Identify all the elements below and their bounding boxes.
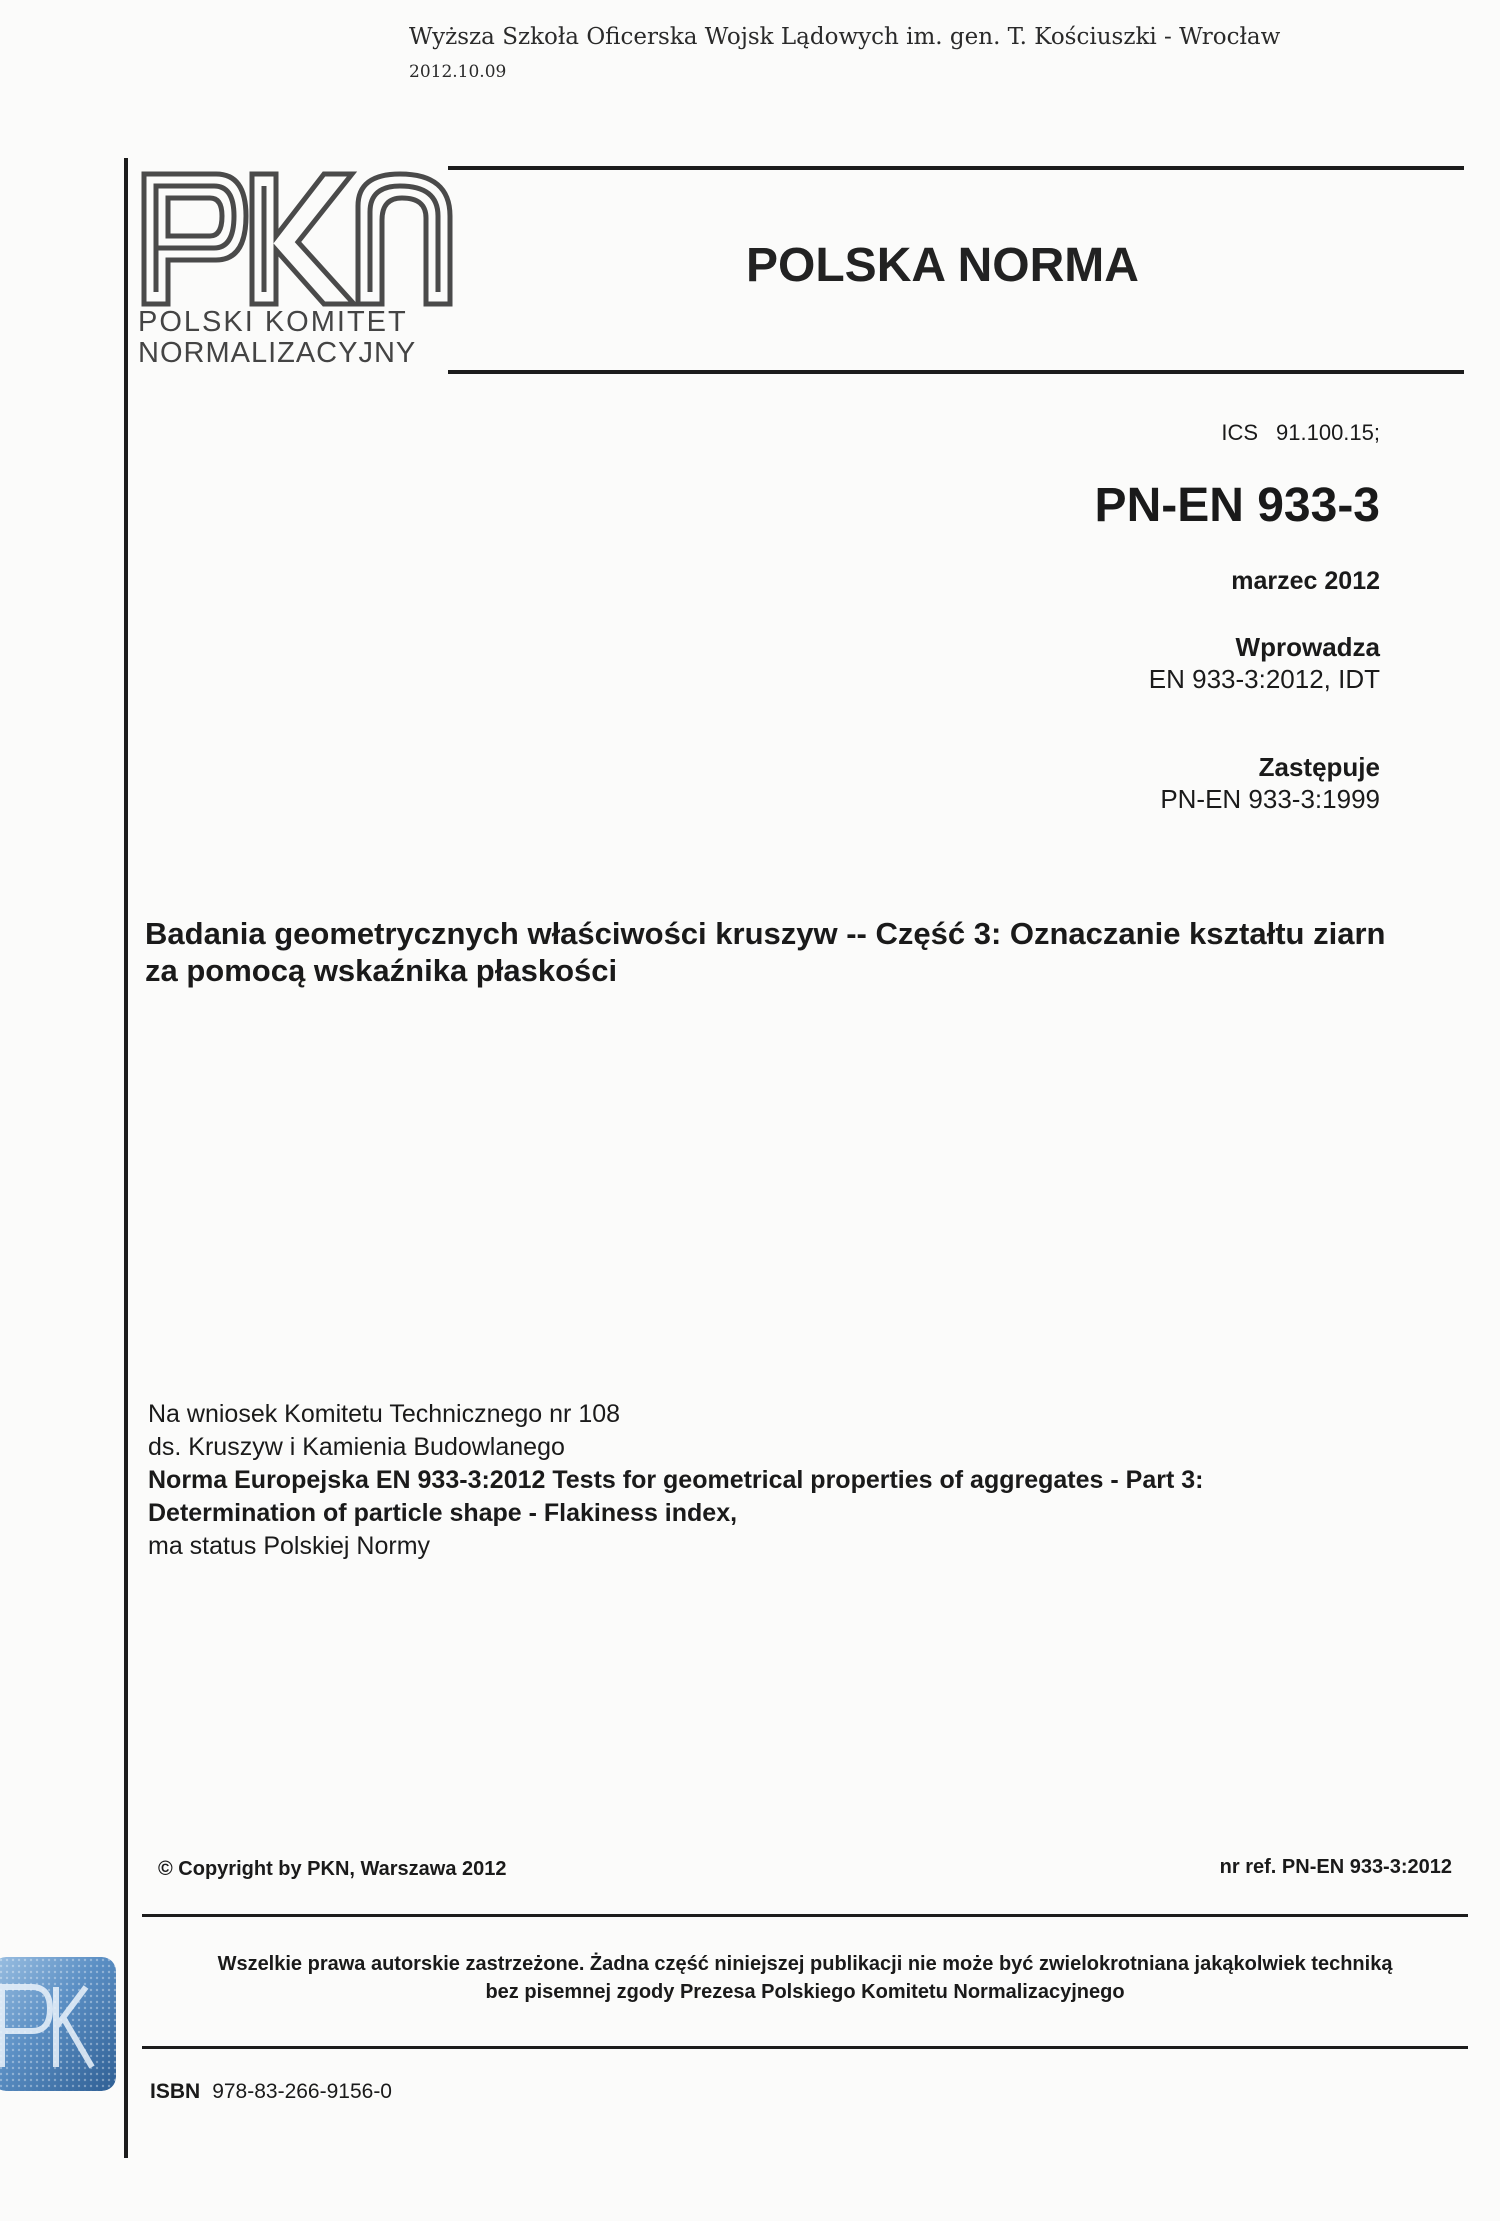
ics-label: ICS — [1221, 420, 1259, 445]
committee-name-line2: NORMALIZACYJNY — [138, 337, 417, 369]
header-top-rule — [448, 166, 1464, 170]
norm-type-heading: POLSKA NORMA — [746, 239, 1139, 292]
document-title — [145, 915, 1465, 989]
standard-number: PN-EN 933-3 — [1094, 479, 1380, 532]
replaces-label: Zastępuje — [1258, 752, 1380, 782]
publication-date: marzec 2012 — [1231, 567, 1380, 595]
copyright-notice: © Copyright by PKN, Warszawa 2012 — [158, 1858, 507, 1880]
footer-lower-rule — [142, 2046, 1468, 2049]
ics-classification — [1221, 420, 1380, 446]
isbn-label: ISBN — [150, 2080, 201, 2103]
registration-stamp-institution: Wyższa Szkoła Oficerska Wojsk Lądowych im. gen. T. Kościuszki - Wrocław — [409, 24, 1281, 50]
isbn-value: 978-83-266-9156-0 — [212, 2080, 392, 2103]
statement-line1: Na wniosek Komitetu Technicznego nr 108 — [148, 1400, 621, 1428]
pkn-logo — [138, 166, 458, 308]
statement-line2: ds. Kruszyw i Kamienia Budowlanego — [148, 1433, 565, 1461]
title-line1: Badania geometrycznych właściwości kruszyw -- Część 3: Oznaczanie kształtu ziarn — [145, 916, 1386, 951]
rights-notice — [150, 1950, 1460, 2006]
footer-upper-rule — [142, 1914, 1468, 1917]
header-bottom-rule — [448, 370, 1464, 374]
hologram-sticker — [0, 1957, 116, 2091]
statement-line4: Determination of particle shape - Flakiness index, — [148, 1499, 738, 1527]
registration-stamp-date: 2012.10.09 — [409, 62, 507, 82]
isbn — [150, 2080, 392, 2104]
ics-code: 91.100.15; — [1276, 420, 1380, 445]
reference-number: nr ref. PN-EN 933-3:2012 — [1219, 1856, 1452, 1878]
rights-line1: Wszelkie prawa autorskie zastrzeżone. Żadna część niniejszej publikacji nie może być zwielokrotniana jakąkolwiek techniką — [217, 1953, 1393, 1975]
introduces-value: EN 933-3:2012, IDT — [1148, 664, 1380, 694]
title-line2: za pomocą wskaźnika płaskości — [145, 953, 618, 988]
statement-line3: Norma Europejska EN 933-3:2012 Tests for geometrical properties of aggregates - Part 3: — [148, 1466, 1204, 1494]
status-statement — [148, 1398, 1398, 1563]
rights-line2: bez pisemnej zgody Prezesa Polskiego Komitetu Normalizacyjnego — [485, 1981, 1125, 2003]
introduces-label: Wprowadza — [1235, 632, 1380, 662]
statement-line5: ma status Polskiej Normy — [148, 1532, 431, 1560]
committee-name-line1: POLSKI KOMITET — [138, 306, 408, 338]
replaces-value: PN-EN 933-3:1999 — [1160, 784, 1380, 814]
left-margin-rule — [124, 158, 128, 2158]
